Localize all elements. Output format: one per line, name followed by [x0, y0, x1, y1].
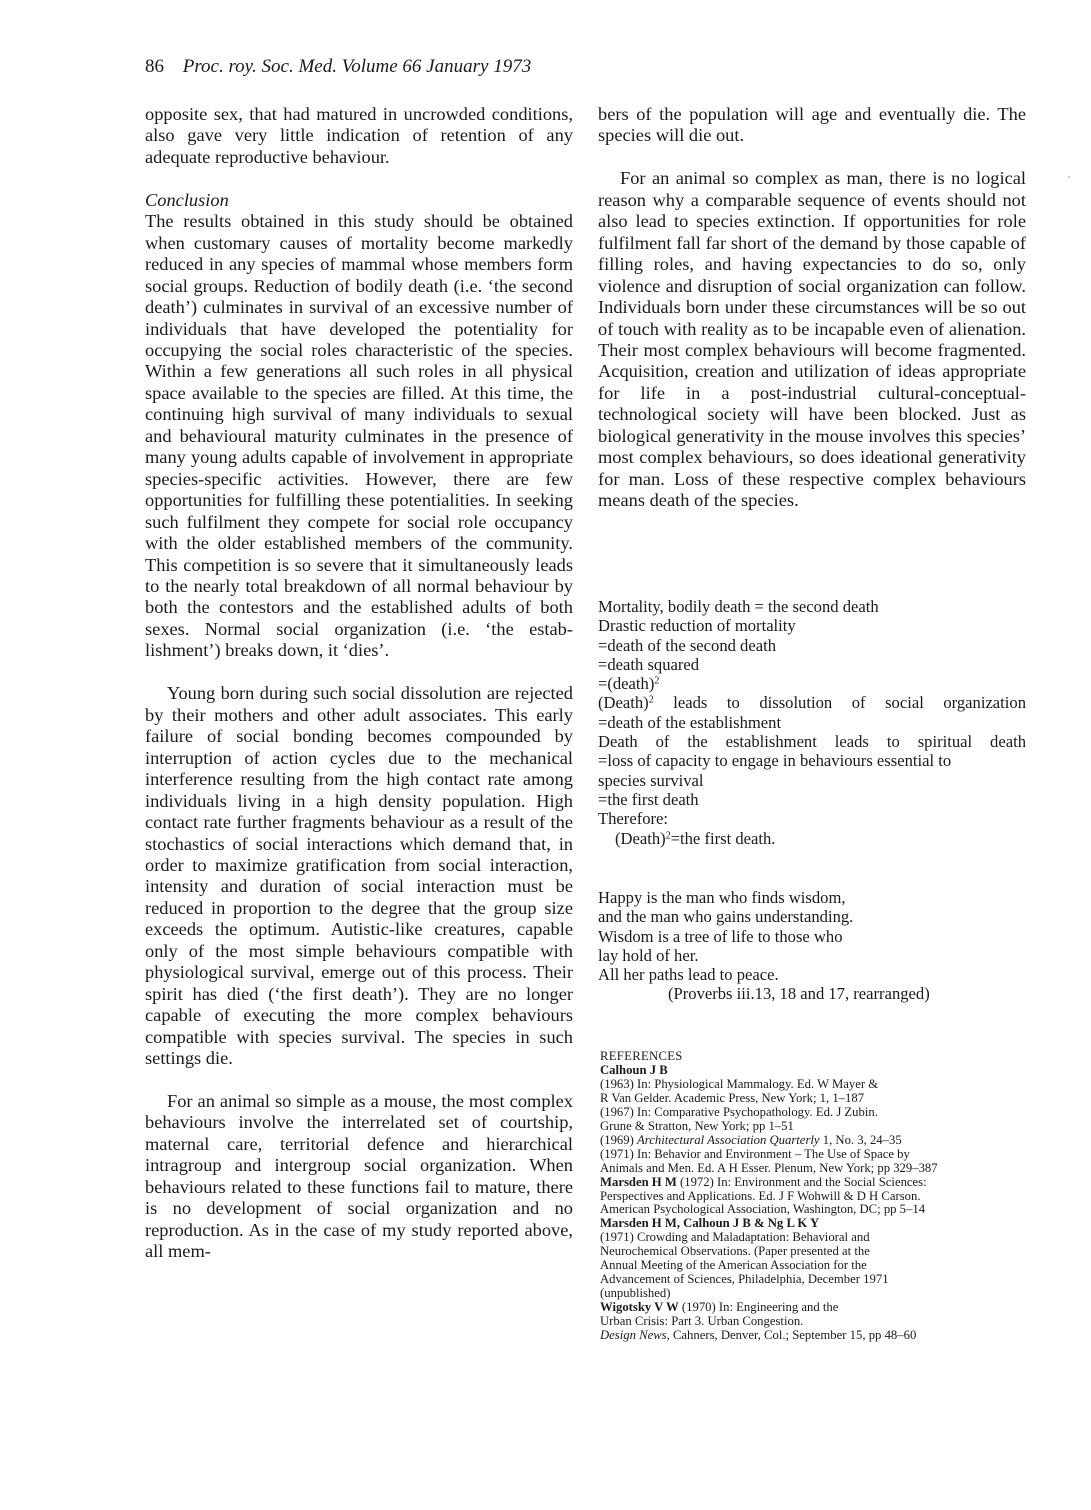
journal-title: Proc. roy. Soc. Med. Volume 66 January 1973	[182, 56, 532, 77]
reference-line: Design News, Cahners, Denver, Col.; September 15, pp 48–60	[600, 1328, 917, 1343]
equation-line: (Death)$^2$ leads to dissolution of social organization	[598, 693, 1026, 713]
equation-line: Death of the establishment leads to spiritual death	[598, 732, 1026, 752]
equation-line: species survival	[598, 770, 704, 790]
verse-line: All her paths lead to peace.	[598, 965, 779, 985]
equation-line: =death squared	[598, 654, 700, 674]
paragraph: Young born during such social dissolution are rejected by their mothers and other adult associates. This early failure of social bonding becomes compounded by interruption of action cycles due to the mechanical interference resulting from the high contact rate among individuals living in a high density population. High contact rate further fragments behaviour as a result of the stochastics of social interactions which demand that, in order to maximize gratification from social interaction, intensity and duration of social interaction must be reduced in proportion to the degree that the group size exceeds the optimum. Autistic-like creatures, capable only of the most simple behaviours compatible with physiological survival, emerge out of this process. Their spirit has died (‘the first death’). They are no longer capable of executing the more complex behaviours compatible with species survival. The species in such settings die.	[145, 683, 573, 1069]
paragraph: The results obtained in this study should be obtained when customary causes of mortality become markedly reduced in any species of mammal whose members form social groups. Reduction of bodily death (i.e. ‘the second death’) culminates in survival of an excessive number of individuals that have developed the potentiality for occupying the social roles characteristic of the species. Within a few generations all such roles in all physical space available to the species are filled. At this time, the continuing high survival of many individuals to sexual and behavioural maturity culminates in the presence of many young adults capable of involvement in appropriate species-specific activities. However, there are few opportunities for fulfilling these potentialities. In seeking such fulfilment they compete for social role occupancy with the older established members of the community. This competition is so severe that it simultaneously leads to the nearly total breakdown of all normal behaviour by both the contestors and the established adults of both sexes. Normal social organization (i.e. ‘the establishment’) breaks down, it ‘dies’.	[145, 211, 573, 661]
reference-line: Perspectives and Applications. Ed. J F Wohwill & D H Carson.	[600, 1188, 921, 1203]
references-section	[600, 1050, 1030, 1343]
equation-line: Drastic reduction of mortality	[598, 616, 796, 636]
reference-line: Marsden H M (1972) In: Environment and the Social Sciences:	[600, 1174, 927, 1189]
equation-line: =loss of capacity to engage in behaviours essential to	[598, 751, 952, 771]
reference-line: (1971) Crowding and Maladaptation: Behavioral and	[600, 1230, 870, 1245]
equation-line: Therefore:	[598, 809, 669, 829]
scan-speck	[1068, 176, 1070, 178]
reference-line: Wigotsky V W (1970) In: Engineering and the	[600, 1300, 839, 1315]
equation-conclusion: (Death)$^2$=the first death.	[615, 828, 776, 848]
paragraph: For an animal so complex as man, there is no logical reason why a comparable sequence of events should not also lead to species extinction. If opportunities for role fulfilment fall far short of the demand by those capable of filling roles, and having expectancies to do so, only violence and disruption of social organization can follow. Individuals born under these circumstances will be so out of touch with reality as to be incapable even of alienation. Their most complex behaviours will become fragmented. Acquisition, creation and utilization of ideas appropriate for life in a post-industrial cultural-conceptual-technological society will have been blocked. Just as biological generativity in the mouse involves this species’ most complex behaviours, so does ideational generativity for man. Loss of these respective complex behaviours means death of the species.	[598, 168, 1026, 511]
reference-line: Animals and Men. Ed. A H Esser. Plenum, New York; pp 329–387	[600, 1160, 938, 1175]
equation-line: =the first death	[598, 789, 699, 809]
reference-line: (unpublished)	[600, 1286, 671, 1301]
references-title: REFERENCES	[600, 1049, 683, 1063]
reference-line: (1969) Architectural Association Quarterly 1, No. 3, 24–35	[600, 1132, 902, 1147]
reference-line: (1967) In: Comparative Psychopathology. Ed. J Zubin.	[600, 1104, 878, 1119]
left-column	[145, 104, 573, 1263]
equation-line: Mortality, bodily death = the second death	[598, 597, 879, 616]
paragraph: For an animal so simple as a mouse, the most complex behaviours involve the interrelated set of courtship, maternal care, territorial defence and hierarchical intragroup and intergroup social organization. When behaviours related to these functions fail to mature, there is no development of social organization and no reproduction. As in the case of my study reported above, all mem-	[145, 1090, 573, 1262]
verse-line: Happy is the man who finds wisdom,	[598, 888, 846, 907]
death-equation-block	[598, 597, 1026, 848]
reference-line: (1971) In: Behavior and Environment – The Use of Space by	[600, 1146, 910, 1161]
verse-citation: (Proverbs iii.13, 18 and 17, rearranged)	[668, 984, 930, 1004]
section-heading-conclusion: Conclusion	[145, 189, 229, 210]
reference-line: Calhoun J B	[600, 1062, 668, 1077]
reference-line: Annual Meeting of the American Association for the	[600, 1258, 867, 1273]
paragraph: opposite sex, that had matured in uncrowded conditions, also gave very little indication of retention of any adequate reproductive behaviour.	[145, 104, 573, 167]
verse-line: lay hold of her.	[598, 945, 699, 965]
verse-line: Wisdom is a tree of life to those who	[598, 926, 843, 946]
reference-line: Advancement of Sciences, Philadelphia, December 1971	[600, 1272, 889, 1287]
reference-line: Urban Crisis: Part 3. Urban Congestion.	[600, 1314, 804, 1329]
reference-line: American Psychological Association, Washington, DC; pp 5–14	[600, 1202, 926, 1217]
paragraph: bers of the population will age and eventually die. The species will die out.	[598, 104, 1026, 146]
reference-line: Neurochemical Observations. (Paper presented at the	[600, 1244, 870, 1259]
page-number: 86	[145, 56, 164, 77]
right-column	[598, 104, 1026, 512]
equation-line: =death of the establishment	[598, 712, 782, 732]
reference-line: Marsden H M, Calhoun J B & Ng L K Y	[600, 1216, 820, 1231]
equation-line: =death of the second death	[598, 635, 776, 655]
verse-line: and the man who gains understanding.	[598, 907, 854, 927]
equation-line: =(death)$^2$	[598, 674, 660, 694]
reference-line: Grune & Stratton, New York; pp 1–51	[600, 1118, 794, 1133]
proverbs-quote	[598, 888, 1028, 1004]
reference-line: (1963) In: Physiological Mammalogy. Ed. W Mayer &	[600, 1076, 879, 1091]
running-header	[145, 56, 531, 78]
reference-line: R Van Gelder. Academic Press, New York; 1, 1–187	[600, 1090, 865, 1105]
